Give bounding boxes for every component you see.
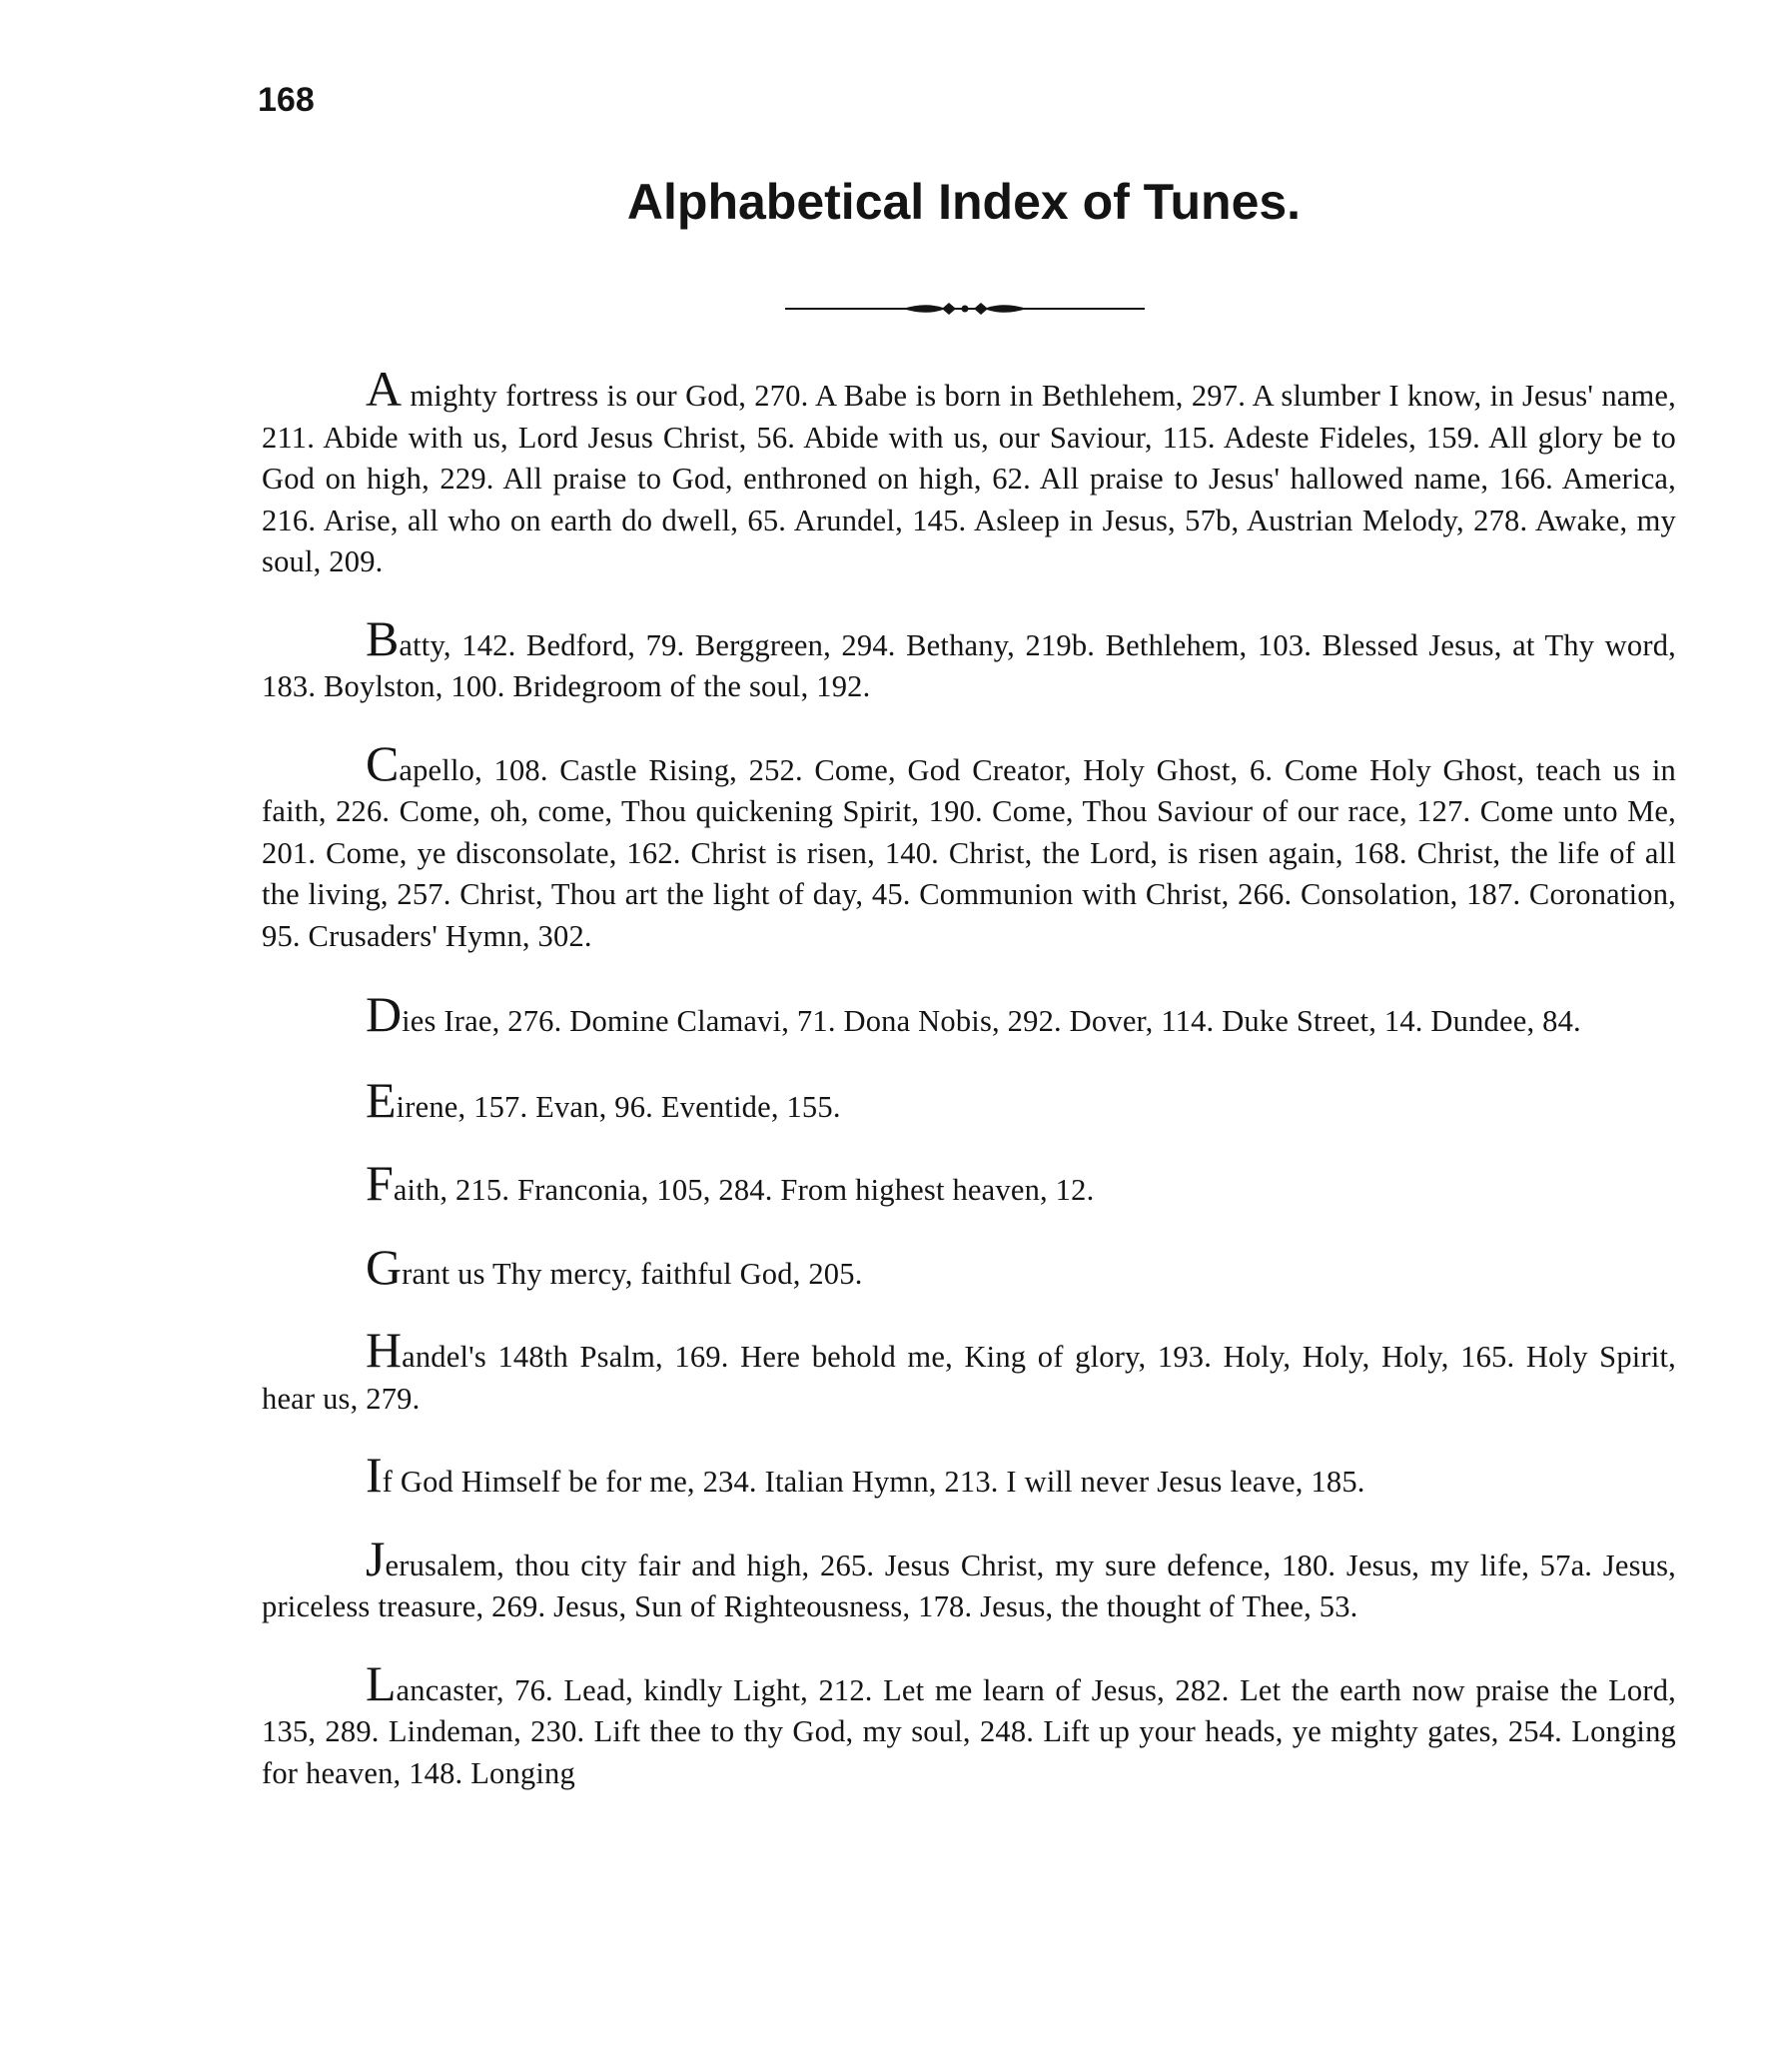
section-initial: I (366, 1447, 383, 1503)
index-section-h (262, 1322, 1676, 1420)
section-initial: C (366, 734, 400, 791)
page-number: 168 (258, 81, 315, 119)
double-diamond-rule-icon (785, 296, 1145, 322)
section-initial: B (366, 609, 400, 666)
section-entries: atty, 142. Bedford, 79. Berggreen, 294. Bethany, 219b. Bethlehem, 103. Blessed Jesus, at Thy word, 183. Boylston, 100. Bridegroom of the soul, 192. (262, 627, 1676, 703)
section-entries: f God Himself be for me, 234. Italian Hymn, 213. I will never Jesus leave, 185. (382, 1465, 1365, 1499)
index-section-a (262, 361, 1676, 583)
section-initial: L (366, 1654, 397, 1711)
section-entries: rant us Thy mercy, faithful God, 205. (402, 1256, 863, 1291)
index-section-i (262, 1447, 1676, 1504)
section-entries: aith, 215. Franconia, 105, 284. From highest heaven, 12. (393, 1173, 1095, 1207)
page-title: Alphabetical Index of Tunes. (626, 174, 1302, 230)
section-initial: H (366, 1322, 403, 1378)
index-section-c (262, 734, 1676, 958)
section-entries: mighty fortress is our God, 270. A Babe is born in Bethlehem, 297. A slumber I know, in Jesus' name, 211. Abide with us, Lord Jesus Christ, 56. Abide with us, our Saviour, 115. Adeste Fideles, 159. All glory be to God on high, 229. All praise to God, enthroned on high, 62. All praise to Jesus' hallowed name, 166. America, 216. Arise, all who on earth do dwell, 65. Arundel, 145. Asleep in Jesus, 57b, Austrian Melody, 278. Awake, my soul, 209. (262, 379, 1676, 578)
index-section-j (262, 1530, 1676, 1628)
section-entries: ies Irae, 276. Domine Clamavi, 71. Dona Nobis, 292. Dover, 114. Duke Street, 14. Dundee, 84. (402, 1004, 1581, 1038)
index-section-d (262, 986, 1676, 1043)
section-initial: E (366, 1071, 397, 1128)
section-initial: G (366, 1238, 403, 1295)
section-initial: J (366, 1530, 386, 1586)
section-entries: ancaster, 76. Lead, kindly Light, 212. Let me learn of Jesus, 282. Let the earth now praise the Lord, 135, 289. Lindeman, 230. Lift thee to thy God, my soul, 248. Lift up your heads, ye mighty gates, 254. Longing for heaven, 148. Longing (262, 1672, 1676, 1790)
index-section-g (262, 1238, 1676, 1296)
section-entries: apello, 108. Castle Rising, 252. Come, God Creator, Holy Ghost, 6. Come Holy Ghost, teach us in faith, 226. Come, oh, come, Thou quickening Spirit, 190. Come, Thou Saviour of our race, 127. Come unto Me, 201. Come, ye disconsolate, 162. Christ is risen, 140. Christ, the Lord, is risen again, 168. Christ, the life of all the living, 257. Christ, Thou art the light of day, 45. Communion with Christ, 266. Consolation, 187. Coronation, 95. Crusaders' Hymn, 302. (262, 752, 1676, 953)
section-entries: andel's 148th Psalm, 169. Here behold me, King of glory, 193. Holy, Holy, Holy, 165. Holy Spirit, hear us, 279. (262, 1340, 1676, 1416)
index-section-b (262, 609, 1676, 708)
section-initial: D (366, 986, 403, 1042)
section-entries: irene, 157. Evan, 96. Eventide, 155. (396, 1089, 841, 1124)
tune-index-entries (262, 356, 1676, 1794)
section-entries: erusalem, thou city fair and high, 265. Jesus Christ, my sure defence, 180. Jesus, my life, 57a. Jesus, priceless treasure, 269. Jesus, Sun of Righteousness, 178. Jesus, the thought of Thee, 53. (262, 1548, 1676, 1623)
index-section-l (262, 1654, 1676, 1795)
index-section-e (262, 1071, 1676, 1129)
section-initial: A (366, 361, 403, 417)
section-initial: F (366, 1155, 394, 1211)
index-section-f (262, 1155, 1676, 1212)
